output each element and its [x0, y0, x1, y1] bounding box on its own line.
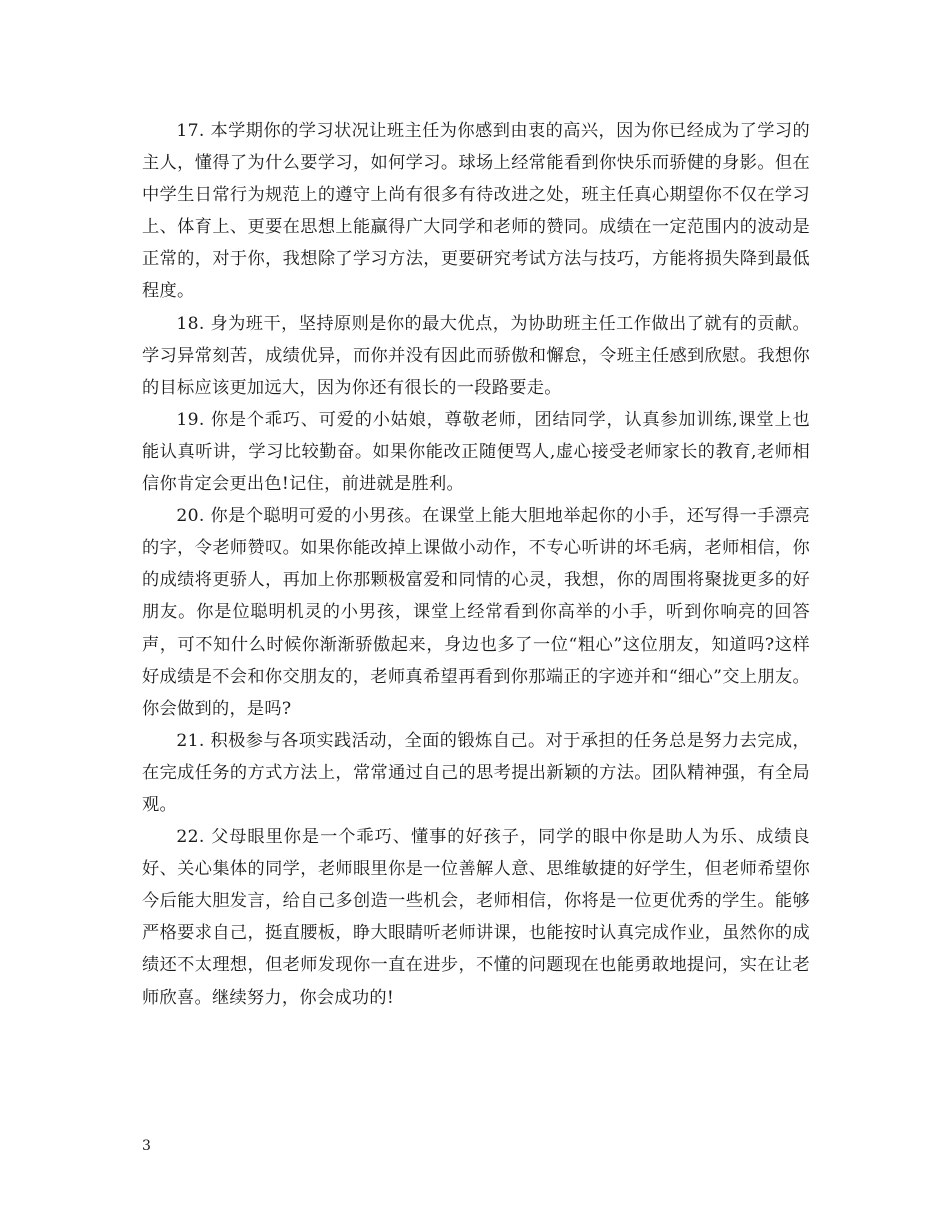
comment-paragraph-19: 19. 你是个乖巧、可爱的小姑娘，尊敬老师，团结同学，认真参加训练,课堂上也能认真听讲，学习比较勤奋。如果你能改正随便骂人,虚心接受老师家长的教育,老师相信你肯定会更出色!记住，前进就是胜利。: [142, 409, 810, 495]
comment-paragraph-17: 17. 本学期你的学习状况让班主任为你感到由衷的高兴，因为你已经成为了学习的主人，懂得了为什么要学习，如何学习。球场上经常能看到你快乐而骄健的身影。但在中学生日常行为规范上的遵守上尚有很多有待改进之处，班主任真心期望你不仅在学习上、体育上、更要在思想上能赢得广大同学和老师的赞同。成绩在一定范围内的波动是正常的，对于你，我想除了学习方法，更要研究考试方法与技巧，方能将损失降到最低程度。: [142, 121, 810, 302]
document-body: [142, 115, 810, 1014]
comment-paragraph-22: 22. 父母眼里你是一个乖巧、懂事的好孩子，同学的眼中你是助人为乐、成绩良好、关心集体的同学，老师眼里你是一位善解人意、思维敏捷的好学生，但老师希望你今后能大胆发言，给自己多创造一些机会，老师相信，你将是一位更优秀的学生。能够严格要求自己，挺直腰板，睁大眼睛听老师讲课，也能按时认真完成作业，虽然你的成绩还不太理想，但老师发现你一直在进步，不懂的问题现在也能勇敢地提问，实在让老师欣喜。继续努力，你会成功的!: [142, 827, 810, 1008]
comment-paragraph-21: 21. 积极参与各项实践活动，全面的锻炼自己。对于承担的任务总是努力去完成，在完成任务的方式方法上，常常通过自己的思考提出新颖的方法。团队精神强，有全局观。: [142, 730, 810, 815]
comment-paragraph-20: 20. 你是个聪明可爱的小男孩。在课堂上能大胆地举起你的小手，还写得一手漂亮的字，令老师赞叹。如果你能改掉上课做小动作，不专心听讲的坏毛病，老师相信，你的成绩将更骄人，再加上你那颗极富爱和同情的心灵，我想，你的周围将聚拢更多的好朋友。你是位聪明机灵的小男孩，课堂上经常看到你高举的小手，听到你响亮的回答声，可不知什么时候你渐渐骄傲起来，身边也多了一位“粗心”这位朋友，知道吗?这样好成绩是不会和你交朋友的，老师真希望再看到你那端正的字迹并和“细心”交上朋友。你会做到的，是吗?: [142, 506, 810, 719]
page-number: 3: [142, 1138, 151, 1154]
comment-paragraph-18: 18. 身为班干，坚持原则是你的最大优点，为协助班主任工作做出了就有的贡献。学习异常刻苦，成绩优异，而你并没有因此而骄傲和懈怠，令班主任感到欣慰。我想你的目标应该更加远大，因为你还有很长的一段路要走。: [142, 313, 810, 398]
